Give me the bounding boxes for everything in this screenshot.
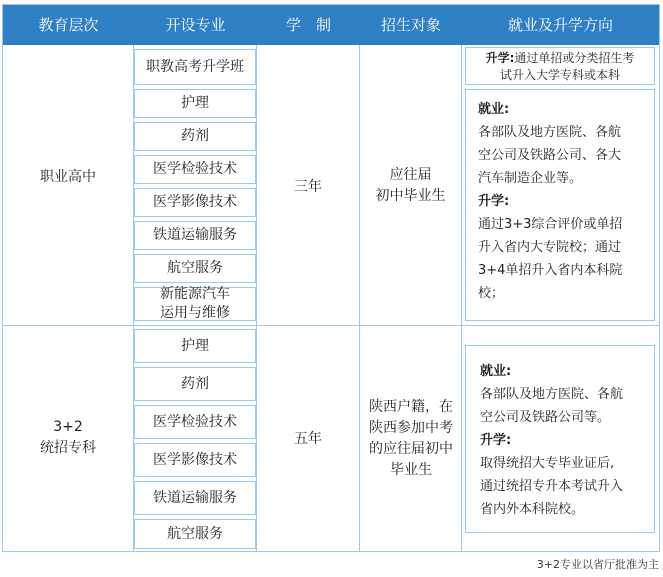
target-3plus2: 陕西户籍，在 陕西参加中考 的应往届初中 毕业生 xyxy=(369,399,453,478)
program-table xyxy=(2,4,660,552)
major-item: 职教高考升学班 xyxy=(134,49,256,85)
further-study-label: 升学: xyxy=(485,51,515,65)
major-item: 护理 xyxy=(134,89,256,118)
col-divider xyxy=(359,45,360,551)
further-study-line xyxy=(470,50,650,67)
table-header xyxy=(3,5,659,45)
header-duration: 学 制 xyxy=(285,16,331,34)
employment-line: 空公司及铁路公司、各大 xyxy=(478,148,622,163)
major-item: 铁道运输服务 xyxy=(134,221,256,250)
level-vocational: 职业高中 xyxy=(40,169,96,185)
employment-line: 各部队及地方医院、各航 xyxy=(480,387,624,402)
further-line: 校； xyxy=(478,286,505,301)
duration-three: 三年 xyxy=(294,179,322,195)
further-line: 省内外本科院校。 xyxy=(480,502,585,517)
employment-line: 各部队及地方医院、各航 xyxy=(478,125,622,140)
further-line: 3+4单招升入省内本科院 xyxy=(478,263,623,278)
major-item: 航空服务 xyxy=(134,254,256,283)
employment-label: 就业: xyxy=(478,102,510,117)
further-line: 通过3+3综合评价或单招 xyxy=(478,217,623,232)
header-major: 开设专业 xyxy=(165,16,226,34)
further-line: 升入省内大专院校；通过 xyxy=(478,240,622,255)
further-label: 升学: xyxy=(480,433,512,448)
major-item: 铁道运输服务 xyxy=(134,481,256,515)
footnote: 3+2专业以省厅批准为主 xyxy=(536,558,659,571)
major-item: 医学检验技术 xyxy=(134,405,256,439)
level-3plus2: 3+2 统招专科 xyxy=(40,419,96,456)
section-divider xyxy=(3,325,659,326)
major-item: 新能源汽车 运用与维修 xyxy=(134,287,256,321)
employment-line: 汽车制造企业等。 xyxy=(478,171,583,186)
major-item: 药剂 xyxy=(134,367,256,401)
further-study-line: 试升入大学专科或本科 xyxy=(499,68,620,82)
employment-label: 就业: xyxy=(480,364,512,379)
header-direction: 就业及升学方向 xyxy=(507,16,613,34)
employment-line: 空公司及铁路公司等。 xyxy=(480,410,611,425)
col-divider xyxy=(256,45,257,551)
major-item: 医学影像技术 xyxy=(134,188,256,217)
header-target: 招生对象 xyxy=(380,16,441,34)
major-item: 医学检验技术 xyxy=(134,155,256,184)
career-box xyxy=(465,89,655,321)
further-label: 升学: xyxy=(478,194,510,209)
header-level: 教育层次 xyxy=(38,16,99,34)
further-study-box xyxy=(465,47,655,85)
major-item: 护理 xyxy=(134,329,256,363)
major-item: 航空服务 xyxy=(134,519,256,549)
col-divider xyxy=(461,45,462,551)
further-line: 通过统招专升本考试升入 xyxy=(480,479,624,494)
further-study-text: 通过单招或分类招生考 xyxy=(514,51,635,65)
major-item: 药剂 xyxy=(134,122,256,151)
target-vocational: 应往届 初中毕业生 xyxy=(375,167,446,204)
career-box xyxy=(465,345,655,533)
duration-five: 五年 xyxy=(294,431,322,447)
major-item: 医学影像技术 xyxy=(134,443,256,477)
further-line: 取得统招大专毕业证后, xyxy=(480,456,615,471)
